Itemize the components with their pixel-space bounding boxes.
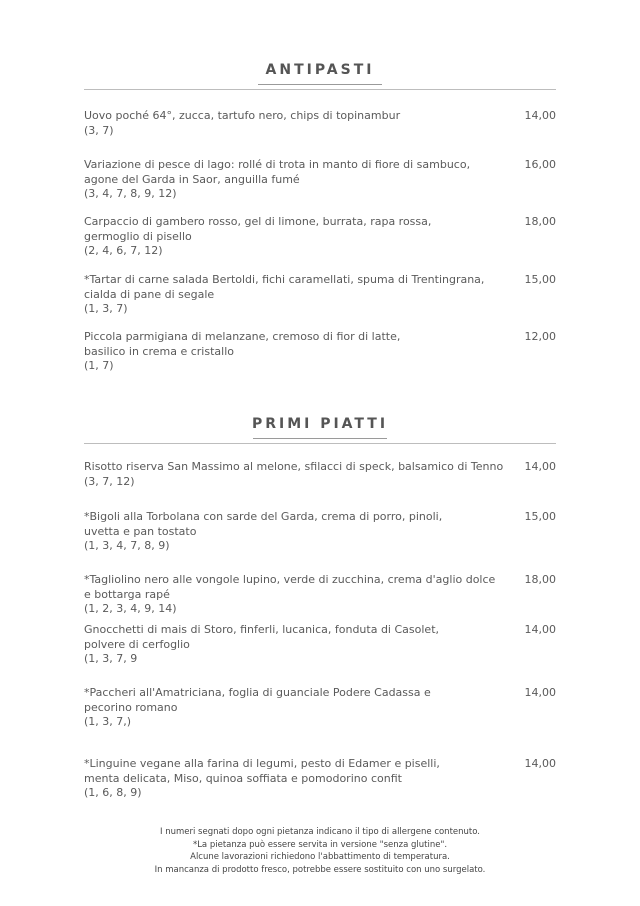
item-allergens: (1, 3, 7, 9 xyxy=(84,652,138,665)
menu-item xyxy=(84,686,556,730)
item-allergens: (3, 4, 7, 8, 9, 12) xyxy=(84,187,177,200)
item-description: Variazione di pesce di lago: rollé di trota in manto di fiore di sambuco, xyxy=(84,158,471,171)
section-primi-piatti xyxy=(84,416,556,444)
menu-item xyxy=(84,573,556,617)
item-price: 14,00 xyxy=(524,460,556,473)
item-description: germoglio di pisello xyxy=(84,229,192,243)
item-description: basilico in crema e cristallo xyxy=(84,344,234,358)
footnote-line: In mancanza di prodotto fresco, potrebbe essere sostituito con uno surgelato. xyxy=(154,864,486,875)
footnote-line: Alcune lavorazioni richiedono l'abbattimento di temperatura. xyxy=(190,852,450,862)
menu-item xyxy=(84,109,556,138)
item-price: 16,00 xyxy=(524,158,556,171)
title-underline xyxy=(258,84,382,85)
item-description: Gnocchetti di mais di Storo, finferli, lucanica, fonduta di Casolet, xyxy=(84,623,440,636)
item-description: *Bigoli alla Torbolana con sarde del Garda, crema di porro, pinoli, xyxy=(84,510,443,523)
item-description: Piccola parmigiana di melanzane, cremoso di fior di latte, xyxy=(84,330,401,343)
allergen-footnote xyxy=(0,826,640,876)
item-description: cialda di pane di segale xyxy=(84,287,215,301)
item-description: polvere di cerfoglio xyxy=(84,637,190,651)
menu-item xyxy=(84,330,556,374)
item-description: uvetta e pan tostato xyxy=(84,524,197,538)
section-divider xyxy=(84,89,556,90)
section-title: ANTIPASTI xyxy=(265,62,375,78)
item-price: 14,00 xyxy=(524,623,556,636)
item-allergens: (1, 6, 8, 9) xyxy=(84,786,142,799)
menu-item xyxy=(84,623,556,667)
item-description: agone del Garda in Saor, anguilla fumé xyxy=(84,172,300,186)
item-description: pecorino romano xyxy=(84,700,178,714)
item-price: 12,00 xyxy=(524,330,556,343)
title-underline xyxy=(253,438,387,439)
item-description: *Paccheri all'Amatriciana, foglia di guanciale Podere Cadassa e xyxy=(84,686,431,699)
item-price: 18,00 xyxy=(524,573,556,586)
item-description: menta delicata, Miso, quinoa soffiata e pomodorino confit xyxy=(84,771,402,785)
item-allergens: (3, 7, 12) xyxy=(84,474,135,488)
footnote-line: I numeri segnati dopo ogni pietanza indicano il tipo di allergene contenuto. xyxy=(159,827,480,837)
section-title: PRIMI PIATTI xyxy=(251,416,389,432)
section-antipasti xyxy=(84,62,556,90)
menu-item xyxy=(84,273,556,317)
item-price: 14,00 xyxy=(524,757,556,770)
item-description: *Linguine vegane alla farina di legumi, pesto di Edamer e piselli, xyxy=(84,757,440,770)
item-allergens: (1, 3, 4, 7, 8, 9) xyxy=(84,539,170,552)
item-description: Risotto riserva San Massimo al melone, sfilacci di speck, balsamico di Tenno xyxy=(84,460,504,473)
menu-item xyxy=(84,158,556,202)
menu-item xyxy=(84,510,556,554)
menu-item xyxy=(84,460,556,489)
item-price: 14,00 xyxy=(524,686,556,699)
item-description: e bottarga rapé xyxy=(84,587,170,601)
item-description: *Tagliolino nero alle vongole lupino, verde di zucchina, crema d'aglio dolce xyxy=(84,573,496,586)
item-price: 14,00 xyxy=(524,109,556,122)
item-allergens: (1, 3, 7) xyxy=(84,302,128,315)
item-allergens: (1, 2, 3, 4, 9, 14) xyxy=(84,602,177,615)
item-allergens: (3, 7) xyxy=(84,123,114,137)
item-allergens: (1, 7) xyxy=(84,359,114,372)
item-description: Carpaccio di gambero rosso, gel di limone, burrata, rapa rossa, xyxy=(84,215,432,228)
footnote-line: *La pietanza può essere servita in versione "senza glutine". xyxy=(192,839,448,850)
menu-item xyxy=(84,215,556,259)
item-description: *Tartar di carne salada Bertoldi, fichi caramellati, spuma di Trentingrana, xyxy=(84,273,485,286)
menu-item xyxy=(84,757,556,801)
item-description: Uovo poché 64°, zucca, tartufo nero, chips di topinambur xyxy=(84,109,401,122)
section-divider xyxy=(84,443,556,444)
item-price: 15,00 xyxy=(524,273,556,286)
item-price: 18,00 xyxy=(524,215,556,228)
item-allergens: (2, 4, 6, 7, 12) xyxy=(84,244,163,257)
item-allergens: (1, 3, 7,) xyxy=(84,715,132,728)
item-price: 15,00 xyxy=(524,510,556,523)
